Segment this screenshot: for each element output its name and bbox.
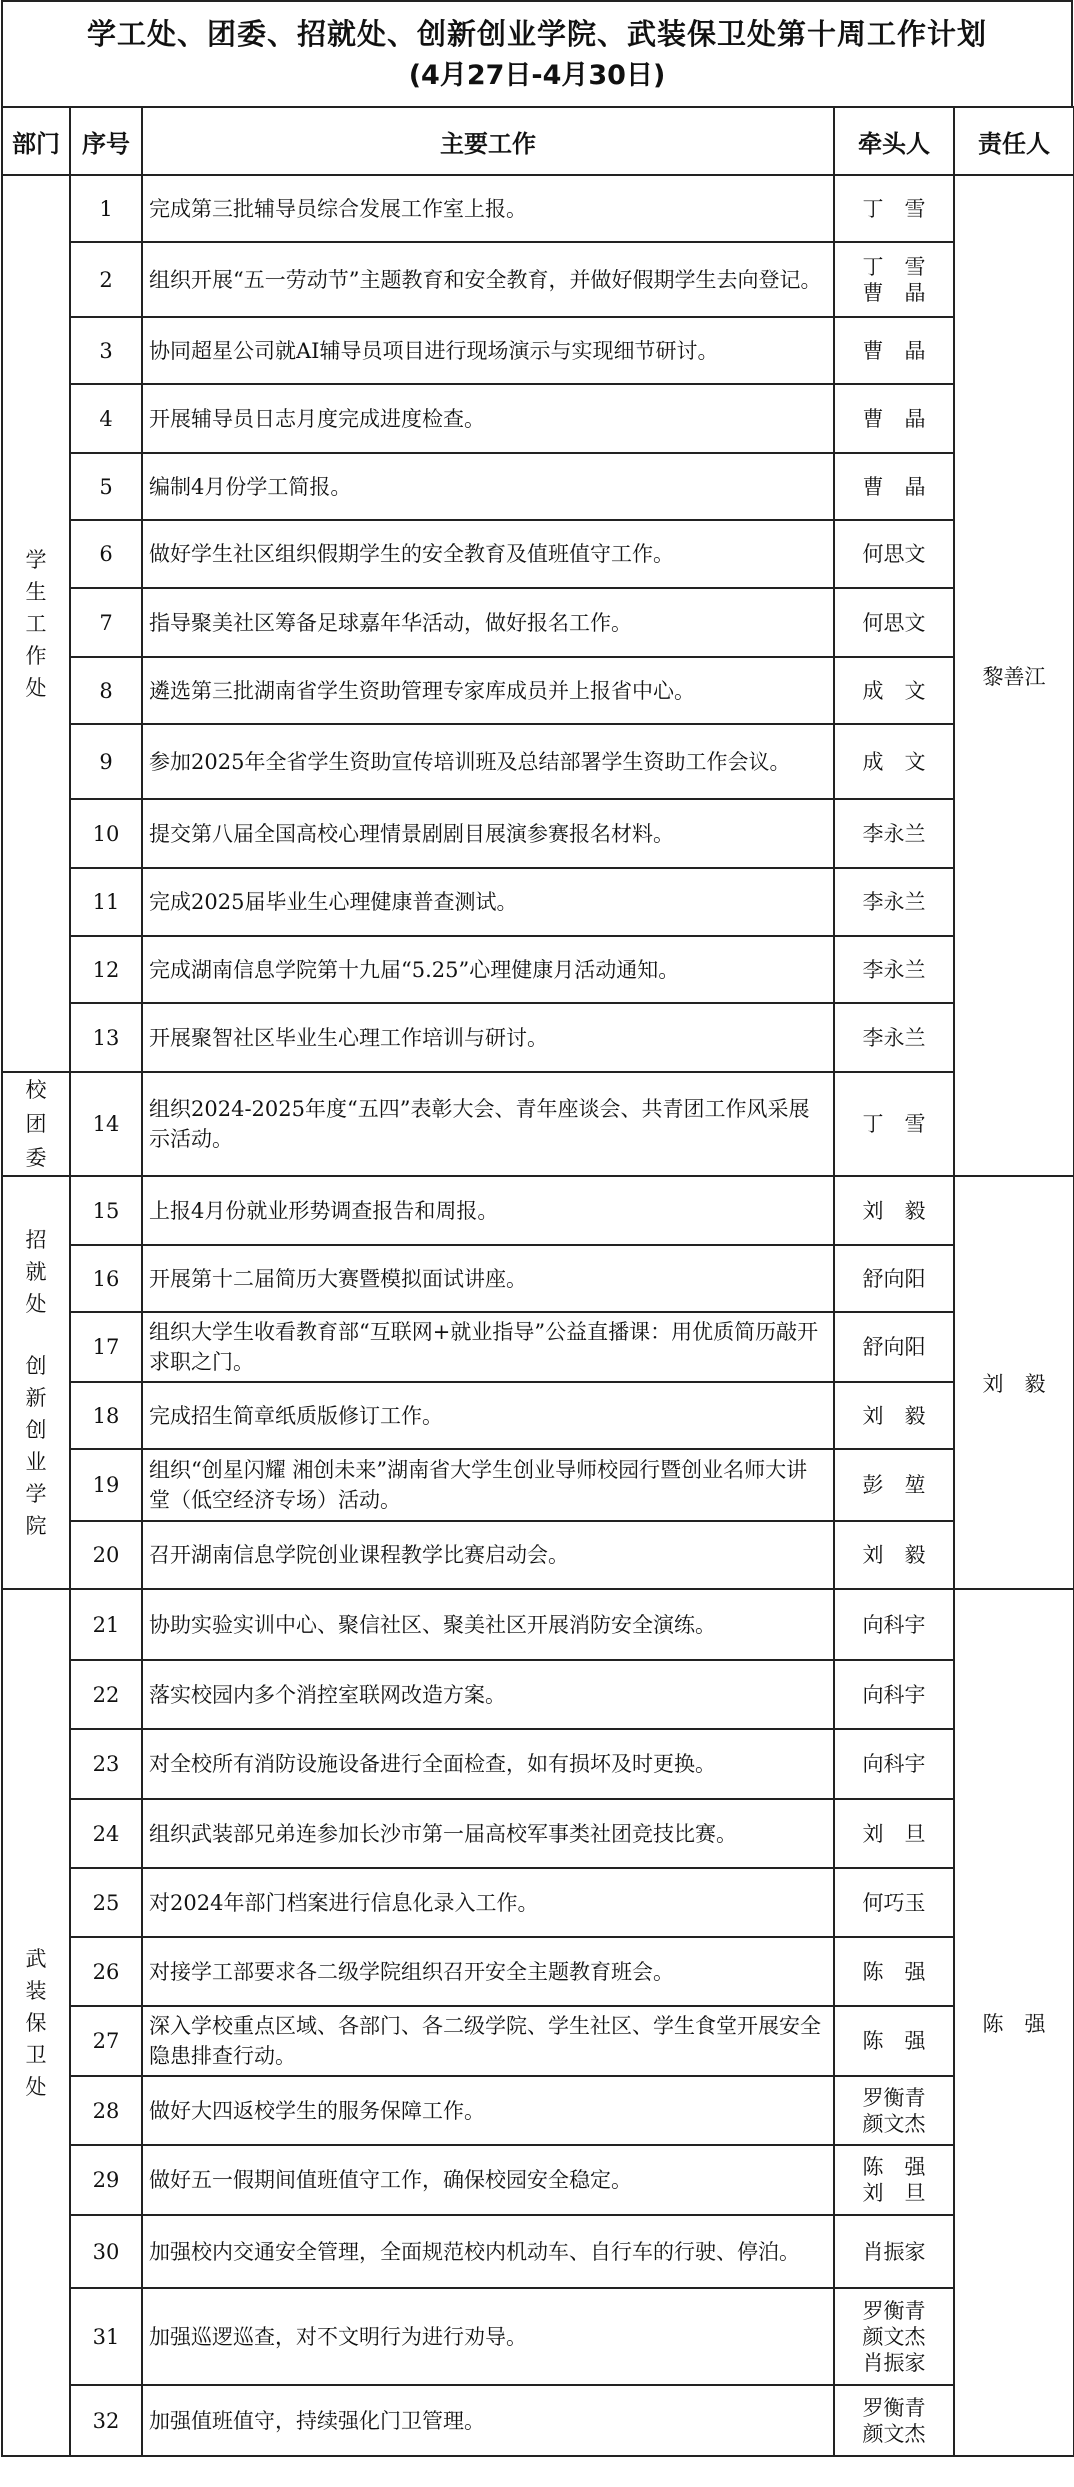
lead-name: 肖振家: [862, 2350, 926, 2375]
lead-person: [834, 1449, 954, 1521]
lead-person: [834, 2385, 954, 2456]
lead-person: [834, 520, 954, 588]
lead-name: 刘 毅: [862, 1543, 926, 1567]
row-number: 29: [70, 2145, 142, 2215]
header-seq: 序号: [70, 107, 142, 175]
table-row: [2, 520, 1074, 588]
work-item: 做好学生社区组织假期学生的安全教育及值班值守工作。: [142, 520, 834, 588]
lead-person: [834, 2006, 954, 2076]
dept-name: 学生工作处: [25, 547, 47, 700]
table-row: [2, 1589, 1074, 1660]
lead-person: [834, 317, 954, 384]
row-number: 13: [70, 1003, 142, 1072]
lead-name: 罗衡青: [862, 2085, 926, 2110]
table-row: [2, 1312, 1074, 1382]
row-number: 5: [70, 453, 142, 520]
row-number: 28: [70, 2076, 142, 2145]
lead-person: [834, 936, 954, 1003]
lead-person: [834, 588, 954, 657]
row-number: 17: [70, 1312, 142, 1382]
work-item: 开展辅导员日志月度完成进度检查。: [142, 384, 834, 453]
work-item: 组织开展“五一劳动节”主题教育和安全教育，并做好假期学生去向登记。: [142, 242, 834, 317]
table-row: [2, 1868, 1074, 1937]
lead-name: 李永兰: [862, 1025, 926, 1050]
row-number: 15: [70, 1176, 142, 1245]
lead-person: [834, 453, 954, 520]
header-dept: 部门: [2, 107, 70, 175]
work-item: 提交第八届全国高校心理情景剧剧目展演参赛报名材料。: [142, 799, 834, 868]
table-row: [2, 2006, 1074, 2076]
lead-name: 陈 强: [862, 1959, 926, 1984]
work-plan-table: [1, 106, 1074, 2457]
row-number: 30: [70, 2215, 142, 2288]
table-row: [2, 317, 1074, 384]
row-number: 4: [70, 384, 142, 453]
work-item: 指导聚美社区筹备足球嘉年华活动，做好报名工作。: [142, 588, 834, 657]
table-body: [2, 175, 1074, 2456]
lead-name: 颜文杰: [862, 2421, 926, 2446]
work-item: 组织武装部兄弟连参加长沙市第一届高校军事类社团竞技比赛。: [142, 1799, 834, 1868]
lead-name: 刘 毅: [862, 1403, 926, 1428]
lead-name: 何思文: [862, 610, 926, 635]
lead-person: [834, 1799, 954, 1868]
lead-person: [834, 2076, 954, 2145]
work-item: 加强校内交通安全管理，全面规范校内机动车、自行车的行驶、停泊。: [142, 2215, 834, 2288]
work-item: 召开湖南信息学院创业课程教学比赛启动会。: [142, 1521, 834, 1589]
table-row: [2, 799, 1074, 868]
work-item: 协助实验实训中心、聚信社区、聚美社区开展消防安全演练。: [142, 1589, 834, 1660]
title-block: [1, 0, 1073, 106]
lead-name: 曹 晶: [862, 338, 926, 363]
lead-person: [834, 724, 954, 799]
table-row: [2, 384, 1074, 453]
table-row: [2, 1521, 1074, 1589]
row-number: 3: [70, 317, 142, 384]
work-item: 完成招生简章纸质版修订工作。: [142, 1382, 834, 1449]
lead-name: 曹 晶: [862, 280, 926, 305]
lead-person: [834, 1312, 954, 1382]
lead-person: [834, 657, 954, 724]
dept-cell: [2, 1072, 70, 1176]
table-row: [2, 1245, 1074, 1312]
work-item: 上报4月份就业形势调查报告和周报。: [142, 1176, 834, 1245]
row-number: 19: [70, 1449, 142, 1521]
work-item: 遴选第三批湖南省学生资助管理专家库成员并上报省中心。: [142, 657, 834, 724]
header-lead: 牵头人: [834, 107, 954, 175]
dept-cell: [2, 175, 70, 1072]
lead-person: [834, 242, 954, 317]
dept-name: 校团委: [25, 1078, 47, 1170]
responsible-person: 刘 毅: [954, 1176, 1074, 1589]
lead-name: 向科宇: [862, 1752, 926, 1776]
lead-name: 何思文: [862, 542, 926, 566]
work-item: 完成第三批辅导员综合发展工作室上报。: [142, 175, 834, 242]
lead-person: [834, 384, 954, 453]
lead-name: 刘 旦: [862, 1821, 926, 1846]
document-date-range: (4月27日-4月30日): [408, 60, 666, 91]
lead-name: 刘 毅: [862, 1198, 926, 1223]
table-row: [2, 2288, 1074, 2385]
lead-name: 舒向阳: [862, 1335, 926, 1359]
row-number: 23: [70, 1729, 142, 1799]
responsible-person: 黎善江: [954, 175, 1074, 1176]
table-row: [2, 2076, 1074, 2145]
lead-name: 成 文: [862, 749, 926, 774]
dept-name: 武装保卫处: [25, 1946, 47, 2099]
work-item: 编制4月份学工简报。: [142, 453, 834, 520]
table-row: [2, 1003, 1074, 1072]
lead-name: 彭 堃: [862, 1473, 926, 1497]
row-number: 26: [70, 1937, 142, 2006]
table-row: [2, 1449, 1074, 1521]
document-title: 学工处、团委、招就处、创新创业学院、武装保卫处第十周工作计划: [86, 17, 987, 51]
lead-name: 颜文杰: [862, 2111, 926, 2136]
lead-person: [834, 1868, 954, 1937]
lead-name: 向科宇: [862, 1682, 926, 1707]
lead-name: 向科宇: [862, 1612, 926, 1637]
lead-name: 丁 雪: [862, 254, 926, 279]
work-item: 完成2025届毕业生心理健康普查测试。: [142, 868, 834, 936]
lead-name: 罗衡青: [862, 2395, 926, 2420]
row-number: 16: [70, 1245, 142, 1312]
lead-person: [834, 2145, 954, 2215]
dept-cell: [2, 1589, 70, 2456]
row-number: 8: [70, 657, 142, 724]
work-item: 做好大四返校学生的服务保障工作。: [142, 2076, 834, 2145]
table-row: [2, 868, 1074, 936]
work-item: 深入学校重点区域、各部门、各二级学院、学生社区、学生食堂开展安全隐患排查行动。: [142, 2006, 834, 2076]
row-number: 7: [70, 588, 142, 657]
table-row: [2, 1729, 1074, 1799]
table-row: [2, 242, 1074, 317]
row-number: 31: [70, 2288, 142, 2385]
lead-person: [834, 1245, 954, 1312]
lead-name: 李永兰: [862, 821, 926, 846]
lead-name: 曹 晶: [862, 406, 926, 431]
work-item: 加强巡逻巡查，对不文明行为进行劝导。: [142, 2288, 834, 2385]
table-row: [2, 724, 1074, 799]
work-item: 开展聚智社区毕业生心理工作培训与研讨。: [142, 1003, 834, 1072]
lead-person: [834, 2215, 954, 2288]
lead-name: 何巧玉: [862, 1890, 926, 1915]
lead-person: [834, 1521, 954, 1589]
work-item: 对接学工部要求各二级学院组织召开安全主题教育班会。: [142, 1937, 834, 2006]
lead-name: 陈 强: [862, 2155, 926, 2179]
work-item: 落实校园内多个消控室联网改造方案。: [142, 1660, 834, 1729]
row-number: 12: [70, 936, 142, 1003]
lead-name: 舒向阳: [862, 1266, 926, 1291]
table-row: [2, 1660, 1074, 1729]
table-row: [2, 1176, 1074, 1245]
row-number: 32: [70, 2385, 142, 2456]
row-number: 9: [70, 724, 142, 799]
table-row: [2, 175, 1074, 242]
lead-name: 颜文杰: [862, 2324, 926, 2349]
lead-person: [834, 1729, 954, 1799]
table-row: [2, 2145, 1074, 2215]
table-row: [2, 657, 1074, 724]
row-number: 27: [70, 2006, 142, 2076]
table-row: [2, 2385, 1074, 2456]
lead-person: [834, 1072, 954, 1176]
work-item: 做好五一假期间值班值守工作，确保校园安全稳定。: [142, 2145, 834, 2215]
lead-person: [834, 868, 954, 936]
work-item: 对2024年部门档案进行信息化录入工作。: [142, 1868, 834, 1937]
row-number: 6: [70, 520, 142, 588]
table-row: [2, 2215, 1074, 2288]
lead-person: [834, 175, 954, 242]
row-number: 24: [70, 1799, 142, 1868]
work-item: 加强值班值守，持续强化门卫管理。: [142, 2385, 834, 2456]
row-number: 18: [70, 1382, 142, 1449]
dept-gap: [3, 1320, 69, 1350]
work-item: 组织2024-2025年度“五四”表彰大会、青年座谈会、共青团工作风采展示活动。: [142, 1072, 834, 1176]
table-row: [2, 1937, 1074, 2006]
lead-person: [834, 1589, 954, 1660]
lead-person: [834, 1937, 954, 2006]
table-row: [2, 936, 1074, 1003]
lead-name: 丁 雪: [862, 196, 926, 221]
lead-person: [834, 1382, 954, 1449]
dept-name: 创新创业学院: [25, 1353, 47, 1538]
lead-person: [834, 1003, 954, 1072]
lead-name: 刘 旦: [862, 2181, 926, 2205]
row-number: 10: [70, 799, 142, 868]
table-row: [2, 1382, 1074, 1449]
work-item: 开展第十二届简历大赛暨模拟面试讲座。: [142, 1245, 834, 1312]
table-row: [2, 1072, 1074, 1176]
lead-name: 曹 晶: [862, 474, 926, 499]
responsible-person: 陈 强: [954, 1589, 1074, 2456]
lead-person: [834, 1660, 954, 1729]
lead-name: 陈 强: [862, 2029, 926, 2053]
document-page: [1, 0, 1073, 2457]
work-item: 对全校所有消防设施设备进行全面检查，如有损坏及时更换。: [142, 1729, 834, 1799]
lead-person: [834, 799, 954, 868]
row-number: 11: [70, 868, 142, 936]
lead-name: 李永兰: [862, 957, 926, 982]
table-row: [2, 1799, 1074, 1868]
dept-cell: [2, 1176, 70, 1589]
lead-name: 罗衡青: [862, 2298, 926, 2323]
lead-name: 成 文: [862, 678, 926, 703]
work-item: 组织“创星闪耀 湘创未来”湖南省大学生创业导师校园行暨创业名师大讲堂（低空经济专场）活动。: [142, 1449, 834, 1521]
header-resp: 责任人: [954, 107, 1074, 175]
lead-name: 李永兰: [862, 890, 926, 914]
dept-name: 招就处: [25, 1227, 47, 1316]
row-number: 14: [70, 1072, 142, 1176]
table-row: [2, 453, 1074, 520]
lead-name: 丁 雪: [862, 1112, 926, 1136]
work-item: 组织大学生收看教育部“互联网+就业指导”公益直播课：用优质简历敲开求职之门。: [142, 1312, 834, 1382]
lead-name: 肖振家: [862, 2239, 926, 2264]
header-work: 主要工作: [142, 107, 834, 175]
table-header-row: [2, 107, 1074, 175]
lead-person: [834, 1176, 954, 1245]
table-row: [2, 588, 1074, 657]
row-number: 20: [70, 1521, 142, 1589]
lead-person: [834, 2288, 954, 2385]
row-number: 2: [70, 242, 142, 317]
work-item: 参加2025年全省学生资助宣传培训班及总结部署学生资助工作会议。: [142, 724, 834, 799]
row-number: 21: [70, 1589, 142, 1660]
work-item: 协同超星公司就AI辅导员项目进行现场演示与实现细节研讨。: [142, 317, 834, 384]
work-item: 完成湖南信息学院第十九届“5.25”心理健康月活动通知。: [142, 936, 834, 1003]
row-number: 22: [70, 1660, 142, 1729]
row-number: 1: [70, 175, 142, 242]
row-number: 25: [70, 1868, 142, 1937]
